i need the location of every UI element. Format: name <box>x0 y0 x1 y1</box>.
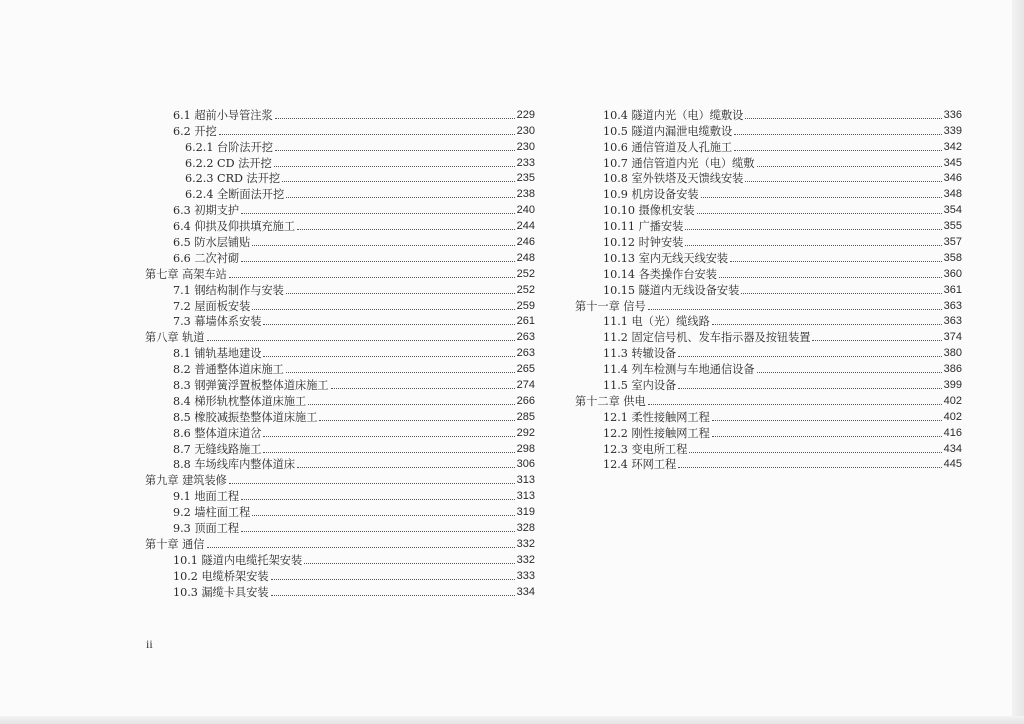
toc-leader-dots <box>745 180 941 182</box>
toc-entry-page: 265 <box>516 363 535 376</box>
toc-entry <box>145 123 535 139</box>
toc-leader-dots <box>648 403 942 405</box>
toc-entry <box>575 361 962 377</box>
toc-entry <box>145 171 535 187</box>
toc-leader-dots <box>275 117 515 119</box>
toc-entry-page: 238 <box>516 188 535 201</box>
toc-entry <box>575 266 962 282</box>
toc-entry-page: 313 <box>516 490 535 503</box>
toc-leader-dots <box>252 514 514 516</box>
toc-entry-page: 336 <box>943 108 962 121</box>
toc-entry-title: 10.9 机房设备安装 <box>603 188 699 202</box>
toc-entry-page: 240 <box>516 204 535 217</box>
toc-entry <box>145 584 535 600</box>
toc-leader-dots <box>712 419 942 421</box>
toc-leader-dots <box>275 149 515 151</box>
toc-entry <box>575 329 962 345</box>
toc-entry-title: 11.5 室内设备 <box>603 379 677 393</box>
toc-entry <box>145 425 535 441</box>
toc-entry-page: 319 <box>516 506 535 519</box>
toc-entry <box>145 504 535 520</box>
toc-entry <box>145 488 535 504</box>
toc-leader-dots <box>207 546 515 548</box>
toc-entry <box>145 282 535 298</box>
toc-leader-dots <box>308 403 514 405</box>
toc-entry-title: 10.13 室内无线天线安装 <box>603 251 729 265</box>
toc-entry-page: 230 <box>516 140 535 153</box>
toc-entry-page: 345 <box>943 156 962 169</box>
toc-leader-dots <box>319 419 514 421</box>
toc-entry-title: 12.4 环网工程 <box>603 458 677 472</box>
toc-entry <box>575 234 962 250</box>
toc-entry-page: 252 <box>516 283 535 296</box>
toc-entry <box>145 441 535 457</box>
toc-entry-page: 246 <box>516 236 535 249</box>
toc-entry-page: 399 <box>943 379 962 392</box>
toc-leader-dots <box>241 498 515 500</box>
toc-entry-title: 10.7 通信管道内光（电）缆敷 <box>603 156 755 170</box>
toc-entry-page: 306 <box>516 458 535 471</box>
toc-entry-title: 6.5 防水层铺贴 <box>173 236 251 250</box>
toc-entry-title: 8.3 钢弹簧浮置板整体道床施工 <box>173 379 329 393</box>
toc-entry-title: 10.12 时钟安装 <box>603 236 684 250</box>
toc-entry-title: 10.5 隧道内漏泄电缆敷设 <box>603 124 733 138</box>
toc-leader-dots <box>271 594 515 596</box>
toc-entry-title: 12.3 变电所工程 <box>603 442 688 456</box>
toc-entry-title: 7.2 屋面板安装 <box>173 299 251 313</box>
toc-entry <box>145 298 535 314</box>
toc-entry-title: 第十一章 信号 <box>575 299 646 313</box>
toc-entry-page: 402 <box>943 410 962 423</box>
toc-leader-dots <box>252 244 514 246</box>
toc-entry-title: 11.1 电（光）缆线路 <box>603 315 710 329</box>
toc-leader-dots <box>730 260 942 262</box>
page-number: ii <box>146 637 153 651</box>
toc-entry-page: 358 <box>943 251 962 264</box>
toc-entry-title: 6.3 初期支护 <box>173 204 240 218</box>
toc-entry-page: 266 <box>516 394 535 407</box>
toc-entry <box>145 218 535 234</box>
toc-leader-dots <box>286 371 515 373</box>
toc-entry-title: 8.6 整体道床道岔 <box>173 426 262 440</box>
toc-entry-title: 8.7 无缝线路施工 <box>173 442 262 456</box>
toc-entry-page: 361 <box>943 283 962 296</box>
toc-leader-dots <box>757 165 942 167</box>
toc-entry-title: 8.4 梯形轨枕整体道床施工 <box>173 394 307 408</box>
toc-leader-dots <box>286 292 515 294</box>
toc-entry-title: 第八章 轨道 <box>145 331 205 345</box>
toc-entry-page: 355 <box>943 220 962 233</box>
toc-entry-title: 6.6 二次衬砌 <box>173 251 240 265</box>
toc-entry-title: 10.10 摄像机安装 <box>603 204 695 218</box>
toc-entry-page: 263 <box>516 331 535 344</box>
toc-leader-dots <box>741 292 941 294</box>
toc-entry-page: 285 <box>516 410 535 423</box>
toc-entry-title: 9.3 顶面工程 <box>173 522 240 536</box>
toc-entry-title: 9.2 墙柱面工程 <box>173 506 251 520</box>
toc-entry <box>575 107 962 123</box>
toc-entry <box>145 250 535 266</box>
toc-chapter-entry <box>145 472 535 488</box>
toc-entry-title: 10.4 隧道内光（电）缆敷设 <box>603 108 744 122</box>
toc-leader-dots <box>229 482 515 484</box>
toc-entry-title: 6.2.4 全断面法开挖 <box>185 188 285 202</box>
toc-entry <box>575 250 962 266</box>
toc-entry-page: 434 <box>943 442 962 455</box>
toc-entry <box>145 345 535 361</box>
toc-entry-title: 9.1 地面工程 <box>173 490 240 504</box>
toc-entry-page: 332 <box>516 537 535 550</box>
toc-entry <box>575 186 962 202</box>
toc-entry-title: 12.2 刚性接触网工程 <box>603 426 710 440</box>
toc-leader-dots <box>712 435 942 437</box>
toc-entry-page: 259 <box>516 299 535 312</box>
page-edge-bottom <box>0 716 1024 724</box>
toc-right-column <box>575 107 962 472</box>
toc-entry <box>575 314 962 330</box>
page-edge-right <box>1012 0 1024 724</box>
toc-entry <box>145 409 535 425</box>
toc-entry <box>145 139 535 155</box>
toc-leader-dots <box>263 355 514 357</box>
toc-entry-page: 348 <box>943 188 962 201</box>
toc-entry <box>575 425 962 441</box>
toc-entry-title: 8.5 橡胶减振垫整体道床施工 <box>173 410 318 424</box>
toc-leader-dots <box>812 339 941 341</box>
toc-leader-dots <box>207 339 515 341</box>
toc-entry-page: 363 <box>943 315 962 328</box>
toc-entry-title: 10.11 广播安装 <box>603 220 684 234</box>
toc-entry-page: 354 <box>943 204 962 217</box>
toc-entry-title: 11.2 固定信号机、发车指示器及按钮装置 <box>603 331 811 345</box>
toc-entry-page: 313 <box>516 474 535 487</box>
toc-entry <box>145 155 535 171</box>
toc-chapter-entry <box>145 266 535 282</box>
toc-entry <box>575 202 962 218</box>
toc-entry <box>145 520 535 536</box>
toc-leader-dots <box>757 371 942 373</box>
toc-entry-page: 261 <box>516 315 535 328</box>
toc-leader-dots <box>286 196 514 198</box>
toc-entry <box>575 345 962 361</box>
toc-entry-title: 10.6 通信管道及人孔施工 <box>603 140 733 154</box>
toc-leader-dots <box>263 451 514 453</box>
toc-entry-page: 229 <box>516 108 535 121</box>
toc-leader-dots <box>241 260 515 262</box>
toc-entry-page: 416 <box>943 426 962 439</box>
toc-leader-dots <box>282 180 515 182</box>
toc-entry-title: 8.2 普通整体道床施工 <box>173 363 284 377</box>
toc-entry-page: 333 <box>516 569 535 582</box>
toc-entry-page: 360 <box>943 267 962 280</box>
toc-entry <box>145 393 535 409</box>
toc-entry <box>145 234 535 250</box>
toc-entry-page: 363 <box>943 299 962 312</box>
toc-entry-title: 6.2 开挖 <box>173 124 217 138</box>
toc-leader-dots <box>648 308 942 310</box>
toc-entry <box>575 377 962 393</box>
toc-entry-page: 342 <box>943 140 962 153</box>
toc-entry <box>575 139 962 155</box>
toc-entry-title: 8.1 铺轨基地建设 <box>173 347 262 361</box>
toc-entry-title: 12.1 柔性接触网工程 <box>603 410 710 424</box>
toc-chapter-entry <box>575 393 962 409</box>
toc-entry-title: 6.2.3 CRD 法开挖 <box>185 172 281 186</box>
toc-entry-page: 334 <box>516 585 535 598</box>
toc-leader-dots <box>678 355 941 357</box>
toc-entry-page: 274 <box>516 379 535 392</box>
toc-leader-dots <box>304 562 514 564</box>
toc-leader-dots <box>719 276 942 278</box>
toc-leader-dots <box>252 308 514 310</box>
toc-entry <box>145 552 535 568</box>
toc-leader-dots <box>734 149 941 151</box>
toc-leader-dots <box>331 387 515 389</box>
toc-entry <box>575 441 962 457</box>
toc-leader-dots <box>701 196 942 198</box>
toc-leader-dots <box>219 133 515 135</box>
toc-leader-dots <box>241 212 515 214</box>
toc-left-column <box>145 107 535 600</box>
toc-entry <box>575 282 962 298</box>
toc-entry-page: 235 <box>516 172 535 185</box>
toc-entry-title: 第十章 通信 <box>145 537 205 551</box>
toc-entry-title: 6.2.2 CD 法开挖 <box>185 156 272 170</box>
toc-entry <box>145 107 535 123</box>
toc-leader-dots <box>241 530 515 532</box>
toc-leader-dots <box>697 212 942 214</box>
toc-leader-dots <box>734 133 941 135</box>
toc-entry-title: 7.1 钢结构制作与安装 <box>173 283 284 297</box>
toc-entry-title: 6.4 仰拱及仰拱填充施工 <box>173 220 296 234</box>
toc-chapter-entry <box>145 536 535 552</box>
toc-entry-page: 328 <box>516 522 535 535</box>
toc-entry-page: 357 <box>943 236 962 249</box>
toc-entry-page: 386 <box>943 363 962 376</box>
toc-entry <box>145 314 535 330</box>
toc-entry-page: 339 <box>943 124 962 137</box>
toc-entry-page: 248 <box>516 251 535 264</box>
toc-entry-title: 6.2.1 台阶法开挖 <box>185 140 273 154</box>
toc-entry-title: 6.1 超前小导管注浆 <box>173 108 273 122</box>
toc-leader-dots <box>297 466 515 468</box>
toc-leader-dots <box>229 276 515 278</box>
toc-chapter-entry <box>575 298 962 314</box>
toc-entry <box>575 171 962 187</box>
toc-entry <box>575 457 962 473</box>
toc-leader-dots <box>685 228 941 230</box>
toc-leader-dots <box>274 165 515 167</box>
toc-entry-title: 7.3 幕墙体系安装 <box>173 315 262 329</box>
toc-entry-page: 292 <box>516 426 535 439</box>
toc-entry-page: 244 <box>516 220 535 233</box>
toc-leader-dots <box>297 228 515 230</box>
toc-entry <box>145 568 535 584</box>
toc-entry-title: 第九章 建筑装修 <box>145 474 227 488</box>
toc-entry-title: 11.3 转辙设备 <box>603 347 677 361</box>
toc-entry-title: 10.14 各类操作台安装 <box>603 267 717 281</box>
toc-leader-dots <box>263 323 514 325</box>
toc-entry-title: 10.15 隧道内无线设备安装 <box>603 283 740 297</box>
toc-entry-title: 10.1 隧道内电缆托架安装 <box>173 553 303 567</box>
toc-entry-page: 374 <box>943 331 962 344</box>
toc-entry-page: 346 <box>943 172 962 185</box>
toc-entry <box>145 361 535 377</box>
toc-entry-title: 11.4 列车检测与车地通信设备 <box>603 363 755 377</box>
toc-entry <box>145 202 535 218</box>
toc-leader-dots <box>685 244 941 246</box>
toc-entry <box>145 186 535 202</box>
toc-leader-dots <box>271 578 515 580</box>
toc-entry-title: 10.2 电缆桥架安装 <box>173 569 269 583</box>
toc-entry <box>575 155 962 171</box>
toc-entry <box>575 409 962 425</box>
toc-entry-page: 298 <box>516 442 535 455</box>
toc-entry <box>575 123 962 139</box>
toc-entry-page: 233 <box>516 156 535 169</box>
toc-entry-page: 263 <box>516 347 535 360</box>
toc-entry-page: 332 <box>516 553 535 566</box>
toc-entry <box>145 457 535 473</box>
toc-entry <box>145 377 535 393</box>
toc-entry-title: 10.8 室外铁塔及天馈线安装 <box>603 172 744 186</box>
toc-leader-dots <box>678 387 941 389</box>
toc-leader-dots <box>678 466 941 468</box>
toc-entry-page: 380 <box>943 347 962 360</box>
toc-leader-dots <box>689 451 941 453</box>
toc-entry-page: 230 <box>516 124 535 137</box>
toc-entry-title: 10.3 漏缆卡具安装 <box>173 585 269 599</box>
toc-leader-dots <box>712 323 942 325</box>
toc-chapter-entry <box>145 329 535 345</box>
toc-entry-page: 252 <box>516 267 535 280</box>
toc-entry-title: 第十二章 供电 <box>575 394 646 408</box>
toc-entry-title: 8.8 车场线库内整体道床 <box>173 458 296 472</box>
toc-entry-page: 445 <box>943 458 962 471</box>
toc-leader-dots <box>745 117 941 119</box>
toc-leader-dots <box>263 435 514 437</box>
toc-entry-page: 402 <box>943 394 962 407</box>
toc-entry <box>575 218 962 234</box>
toc-entry-title: 第七章 高架车站 <box>145 267 227 281</box>
